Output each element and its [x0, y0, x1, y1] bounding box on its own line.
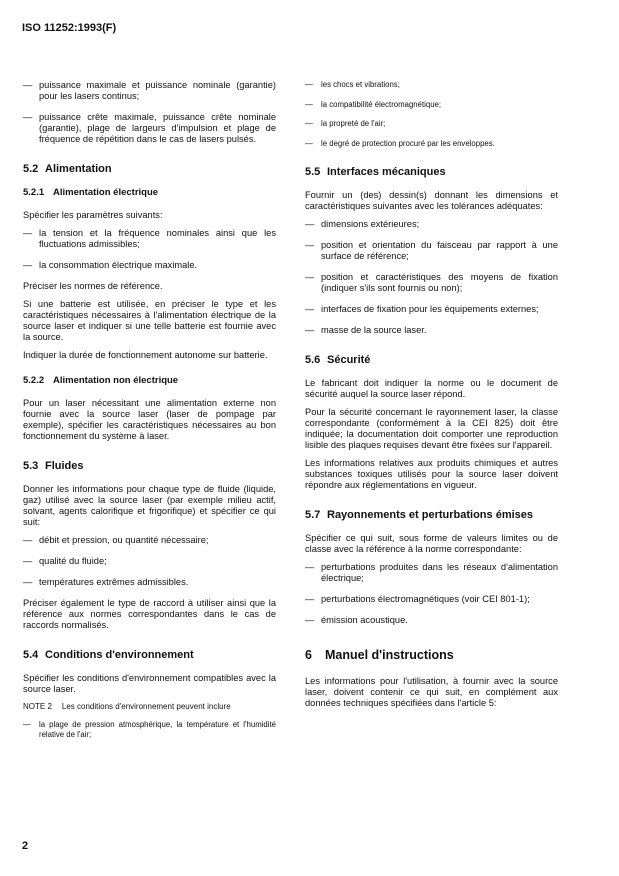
right-column — [305, 80, 558, 716]
paragraph: Indiquer la durée de fonctionnement autonome sur batterie. — [23, 350, 268, 360]
note-list-item: — les chocs et vibrations; — [305, 80, 400, 89]
list-item: — débit et pression, ou quantité nécessaire; — [23, 535, 209, 545]
paragraph: Donner les informations pour chaque type de fluide (liquide, gaz) utilisé avec la source laser (par exemple milieu actif, solvant, agents calorifique et frigorifique) et spécifier ce qui suit: — [23, 484, 276, 527]
page-number: 2 — [22, 840, 29, 852]
list-item: — perturbations produites dans les réseaux d'alimentation électrique; — [305, 562, 558, 583]
paragraph: Préciser les normes de référence. — [23, 281, 163, 291]
list-item: — puissance crête maximale, puissance crête nominale (garantie), plage de largeurs d'impulsion et plage de fréquence de répétition dans le cas de lasers pulsés. — [23, 112, 276, 144]
note-list-item: — la compatibilité électromagnétique; — [305, 99, 442, 109]
paragraph: Les informations pour l'utilisation, à fournir avec la source laser, doivent contenir ce qui suit, en complément aux données techniques spécifiées dans l'article 5: — [305, 676, 558, 708]
list-item: — la consommation électrique maximale. — [23, 260, 198, 270]
list-item: — qualité du fluide; — [23, 556, 107, 566]
section-heading: 5.3 Fluides — [23, 460, 84, 472]
section-heading: 5.5 Interfaces mécaniques — [305, 166, 446, 178]
paragraph: Spécifier ce qui suit, sous forme de valeurs limites ou de classe avec la référence à la norme correspondante: — [305, 533, 558, 554]
paragraph: Fournir un (des) dessin(s) donnant les dimensions et caractéristiques suivantes avec les tolérances adéquates: — [305, 190, 558, 211]
list-item: — perturbations électromagnétiques (voir CEI 801-1); — [305, 594, 530, 604]
list-item: — position et caractéristiques des moyens de fixation (indiquer s'ils sont fournis ou non); — [305, 272, 558, 293]
section-heading: 5.4 Conditions d'environnement — [23, 649, 194, 661]
subsection-heading: 5.2.1 Alimentation électrique — [23, 187, 159, 198]
list-item: — puissance maximale et puissance nominale (garantie) pour les lasers continus; — [23, 80, 276, 101]
paragraph: Pour un laser nécessitant une alimentation externe non fournie avec la source laser (laser de pompage par exemple), spécifier les caractéristiques nécessaires au bon fonctionnement du système à laser. — [23, 398, 276, 441]
paragraph: Si une batterie est utilisée, en préciser le type et les caractéristiques nécessaires à l'alimentation électrique de la source laser et indiquer si une telle batterie est fournie avec la source. — [23, 299, 276, 342]
paragraph: Spécifier les paramètres suivants: — [23, 210, 163, 220]
section-heading: 5.2 Alimentation — [23, 163, 112, 175]
left-column — [23, 80, 276, 749]
list-item: — masse de la source laser. — [305, 325, 427, 335]
list-item: — émission acoustique. — [305, 615, 408, 625]
document-id: ISO 11252:1993(F) — [22, 22, 117, 34]
paragraph: Préciser également le type de raccord à utiliser ainsi que la référence aux normes correspondantes dans le cas de raccords normalisés. — [23, 598, 276, 630]
note-list-item: — la plage de pression atmosphérique, la température et l'humidité relative de l'air; — [23, 720, 276, 739]
subsection-heading: 5.2.2 Alimentation non électrique — [23, 375, 179, 386]
list-item: — températures extrêmes admissibles. — [23, 577, 189, 587]
note-list-item: — le degré de protection procuré par les enveloppes. — [305, 138, 495, 148]
paragraph: Le fabricant doit indiquer la norme ou le document de sécurité auquel la source laser répond. — [305, 378, 558, 399]
note: NOTE 2 Les conditions d'environnement peuvent inclure — [23, 702, 231, 711]
section-heading: 5.7 Rayonnements et perturbations émises — [305, 509, 534, 521]
list-item: — position et orientation du faisceau par rapport à une surface de référence; — [305, 240, 558, 261]
section-heading: 5.6 Sécurité — [305, 354, 371, 366]
chapter-heading: 6 Manuel d'instructions — [305, 648, 454, 662]
paragraph: Les informations relatives aux produits chimiques et autres substances toxiques utilisés pour la source laser doivent répondre aux réglementations en vigueur. — [305, 458, 558, 490]
note-list-item: — la propreté de l'air; — [305, 119, 386, 128]
paragraph: Pour la sécurité concernant le rayonnement laser, la classe correspondante (conformément à la CEI 825) doit être indiquée; la documentation doit comporter une reproduction lisible des plaques requises devant être fixées sur l'appareil. — [305, 407, 558, 450]
list-item: — la tension et la fréquence nominales ainsi que les fluctuations admissibles; — [23, 228, 276, 249]
paragraph: Spécifier les conditions d'environnement compatibles avec la source laser. — [23, 673, 276, 694]
list-item: — dimensions extérieures; — [305, 219, 420, 229]
list-item: — interfaces de fixation pour les équipements externes; — [305, 304, 539, 314]
